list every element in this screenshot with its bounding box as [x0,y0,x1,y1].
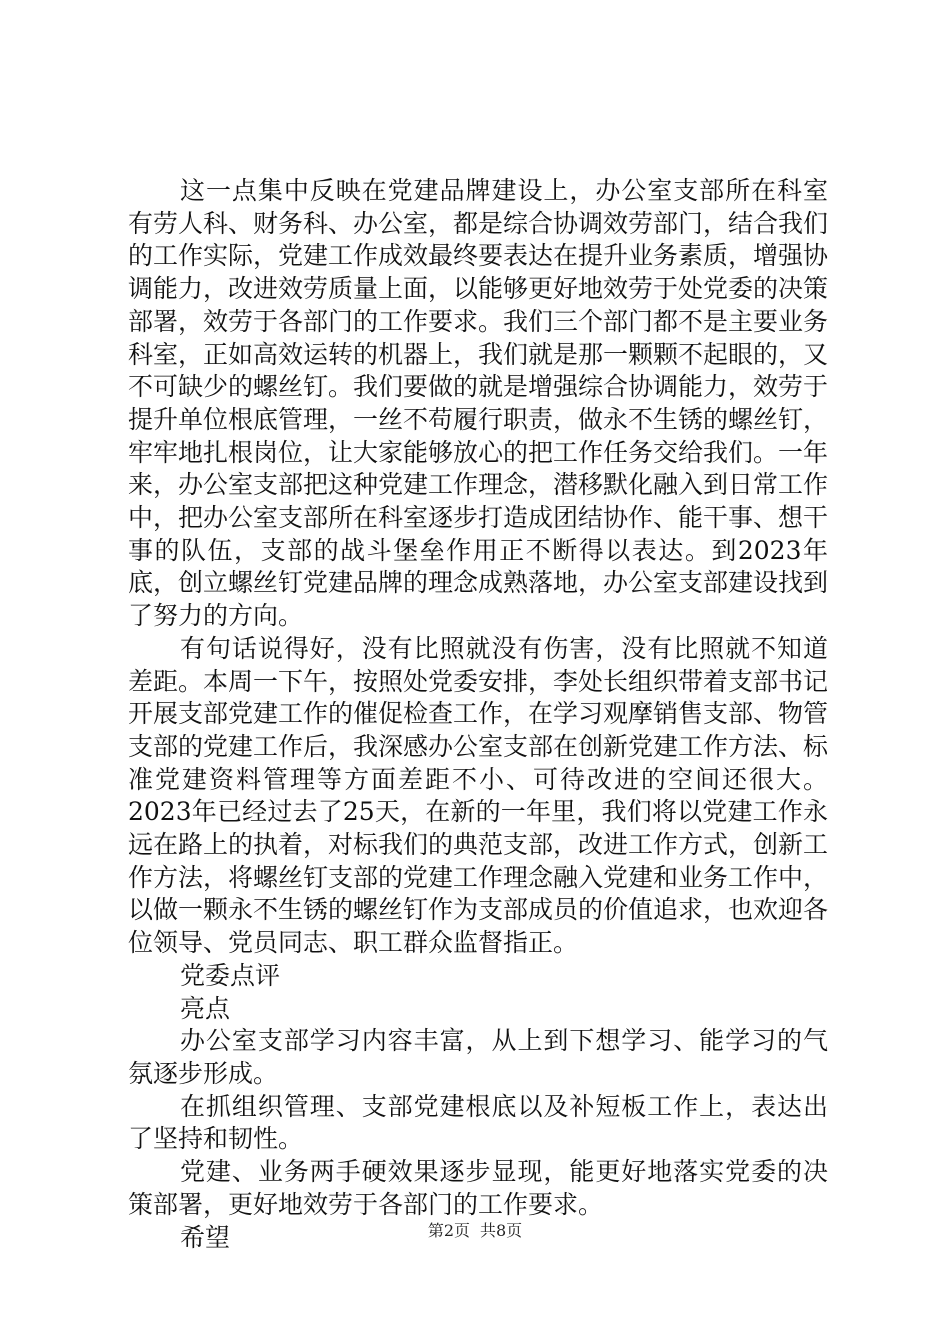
document-body [128,175,828,1254]
highlight-paragraph-2: 在抓组织管理、支部党建根底以及补短板工作上，表达出了坚持和韧性。 [128,1091,828,1154]
highlight-paragraph-1: 办公室支部学习内容丰富，从上到下想学习、能学习的气氛逐步形成。 [128,1026,828,1088]
section-heading-highlights: 亮点 [180,993,231,1023]
page-number-total: 共8页 [480,1221,523,1240]
section-heading-hope: 希望 [180,1222,231,1252]
section-heading-party-review: 党委点评 [180,960,281,990]
body-paragraph-2: 有句话说得好，没有比照就没有伤害，没有比照就不知道差距。本周一下午，按照处党委安排，李处长组织带着支部书记开展支部党建工作的催促检查工作，在学习观摩销售支部、物管支部的党建工作后，我深感办公室支部在创新党建工作方法、标准党建资料管理等方面差距不小、可待改进的空间还很大。2023年已经过去了25天，在新的一年里，我们将以党建工作永远在路上的执着，对标我们的典范支部，改进工作方式，创新工作方法，将螺丝钉支部的党建工作理念融入党建和业务工作中，以做一颗永不生锈的螺丝钉作为支部成员的价值追求，也欢迎各位领导、党员同志、职工群众监督指正。 [128,633,829,958]
body-paragraph-1: 这一点集中反映在党建品牌建设上，办公室支部所在科室有劳人科、财务科、办公室，都是综合协调效劳部门，结合我们的工作实际，党建工作成效最终要表达在提升业务素质，增强协调能力，改进效劳质量上面，以能够更好地效劳于处党委的决策部署，效劳于各部门的工作要求。我们三个部门都不是主要业务科室，正如高效运转的机器上，我们就是那一颗颗不起眼的，又不可缺少的螺丝钉。我们要做的就是增强综合协调能力，效劳于提升单位根底管理，一丝不苟履行职责，做永不生锈的螺丝钉，牢牢地扎根岗位，让大家能够放心的把工作任务交给我们。一年来，办公室支部把这种党建工作理念，潜移默化融入到日常工作中，把办公室支部所在科室逐步打造成团结协作、能干事、想干事的队伍，支部的战斗堡垒作用正不断得以表达。到2023年底，创立螺丝钉党建品牌的理念成熟落地，办公室支部建设找到了努力的方向。 [128,176,829,631]
page-number-current: 第2页 [427,1221,470,1240]
page-footer [0,1218,950,1241]
highlight-paragraph-3: 党建、业务两手硬效果逐步显现，能更好地落实党委的决策部署，更好地效劳于各部门的工作要求。 [128,1157,828,1219]
